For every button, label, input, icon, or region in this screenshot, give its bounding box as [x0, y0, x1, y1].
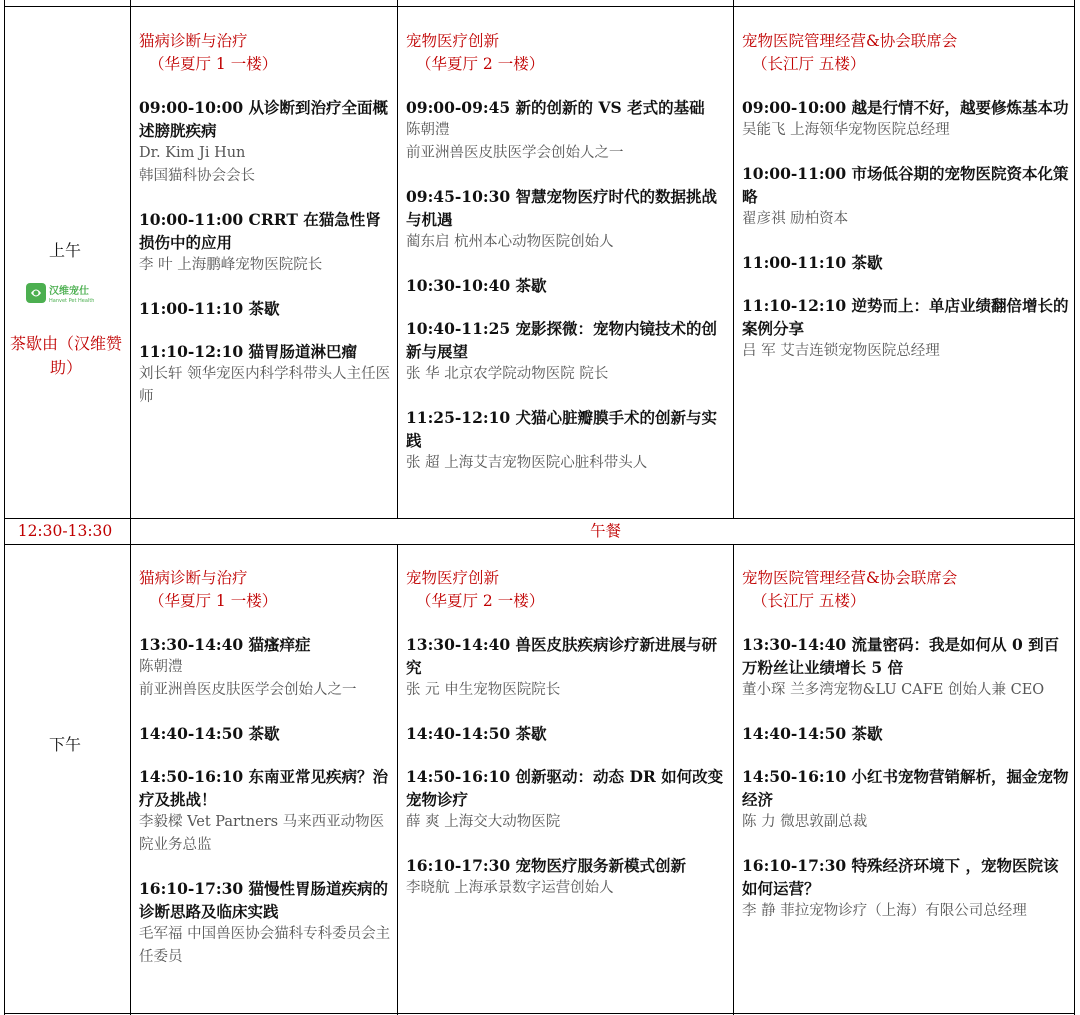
talk-title: 09:00-09:45 新的创新的 VS 老式的基础 — [406, 98, 705, 117]
column-divider — [397, 0, 398, 518]
column-divider — [397, 544, 398, 1015]
talk-list — [742, 633, 1072, 923]
talk-speaker: 董小琛 兰多湾宠物&LU CAFE 创始人兼 CEO — [742, 682, 1045, 698]
morning-label: 上午 — [48, 241, 81, 260]
talk-speaker: 李晓航 上海承景数字运营创始人 — [406, 880, 614, 896]
talk-title: 10:40-11:25 宠影探微：宠物内镜技术的创新与展望 — [406, 319, 718, 361]
talk-title: 13:30-14:40 流量密码：我是如何从 0 到百万粉丝让业绩增长 5 倍 — [742, 635, 1060, 677]
logo-sub: Hanvet Pet Health — [49, 298, 95, 304]
lunch-label: 午餐 — [589, 522, 621, 540]
talk-list — [139, 633, 394, 969]
tea-sponsor-note: 茶歇由（汉维赞助） — [9, 334, 122, 377]
talk-speaker: 吴能飞 上海领华宠物医院总经理 — [742, 122, 950, 138]
talk-speaker: 毛军福 中国兽医协会猫科专科委员会主任委员 — [139, 926, 391, 965]
talk-title: 10:00-11:00 市场低谷期的宠物医院资本化策略 — [742, 164, 1069, 206]
talk-item — [139, 633, 394, 702]
talk-title: 11:10-12:10 猫胃肠道淋巴瘤 — [139, 342, 358, 361]
talk-item — [139, 297, 394, 320]
session-room: （长江厅 五楼） — [752, 592, 866, 610]
talk-speaker: 李毅樑 Vet Partners 马来西亚动物医院业务总监 — [139, 814, 385, 853]
table-border-left — [4, 0, 5, 1015]
session-innovation-am — [406, 30, 730, 516]
talk-item — [742, 96, 1072, 142]
talk-title: 14:50-16:10 创新驱动：动态 DR 如何改变宠物诊疗 — [406, 767, 724, 809]
talk-item — [742, 251, 1072, 274]
talk-title: 16:10-17:30 宠物医疗服务新模式创新 — [406, 856, 687, 875]
talk-speaker: 李 静 菲拉宠物诊疗（上海）有限公司总经理 — [742, 903, 1027, 919]
talk-title: 11:25-12:10 犬猫心脏瓣膜手术的创新与实践 — [406, 408, 718, 450]
talk-title: 16:10-17:30 猫慢性胃肠道疾病的诊断思路及临床实践 — [139, 879, 389, 921]
table-border-bottom — [4, 1013, 1075, 1014]
column-divider — [733, 0, 734, 518]
talk-speaker: Dr. Kim Ji Hun 韩国猫科协会会长 — [139, 145, 255, 184]
talk-item — [406, 722, 730, 745]
column-divider — [733, 544, 734, 1015]
talk-title: 10:30-10:40 茶歇 — [406, 276, 547, 295]
talk-item — [742, 854, 1072, 923]
talk-title: 11:10-12:10 逆势而上：单店业绩翻倍增长的案例分享 — [742, 296, 1069, 338]
session-management-am — [742, 30, 1072, 516]
row-divider — [4, 544, 1075, 545]
talk-item — [406, 406, 730, 475]
talk-speaker: 李 叶 上海鹏峰宠物医院院长 — [139, 257, 323, 273]
talk-speaker: 陈朝澧 前亚洲兽医皮肤医学会创始人之一 — [406, 122, 624, 161]
session-room: （华夏厅 2 一楼） — [416, 592, 545, 610]
talk-title: 14:50-16:10 东南亚常见疾病？治疗及挑战！ — [139, 767, 389, 809]
session-cat-disease-am — [139, 30, 394, 516]
talk-list — [406, 96, 730, 475]
talk-list — [406, 633, 730, 900]
talk-item — [139, 765, 394, 857]
talk-item — [406, 633, 730, 702]
talk-item — [406, 185, 730, 254]
talk-title: 10:00-11:00 CRRT 在猫急性肾损伤中的应用 — [139, 210, 381, 252]
talk-item — [406, 854, 730, 900]
column-divider — [130, 0, 131, 1015]
talk-item — [139, 96, 394, 188]
talk-title: 11:00-11:10 茶歇 — [742, 253, 883, 272]
talk-title: 09:45-10:30 智慧宠物医疗时代的数据挑战与机遇 — [406, 187, 718, 229]
session-title: 宠物医疗创新 — [406, 32, 500, 50]
talk-item — [406, 317, 730, 386]
talk-item — [742, 722, 1072, 745]
talk-title: 14:40-14:50 茶歇 — [139, 724, 280, 743]
talk-speaker: 张 超 上海艾吉宠物医院心脏科带头人 — [406, 455, 648, 471]
talk-speaker: 陈朝澧 前亚洲兽医皮肤医学会创始人之一 — [139, 659, 357, 698]
session-title: 猫病诊断与治疗 — [139, 32, 248, 50]
talk-title: 16:10-17:30 特殊经济环境下 ，宠物医院该如何运营？ — [742, 856, 1059, 898]
session-cat-disease-pm — [139, 567, 394, 1013]
talk-item — [742, 765, 1072, 834]
talk-list — [139, 96, 394, 409]
talk-title: 14:40-14:50 茶歇 — [742, 724, 883, 743]
talk-speaker: 薛 爽 上海交大动物医院 — [406, 814, 561, 830]
talk-item — [742, 633, 1072, 702]
table-border-top — [4, 6, 1075, 7]
session-title: 猫病诊断与治疗 — [139, 569, 248, 587]
session-management-pm — [742, 567, 1072, 1013]
session-innovation-pm — [406, 567, 730, 1013]
session-title: 宠物医疗创新 — [406, 569, 500, 587]
session-title: 宠物医院管理经营&协会联席会 — [742, 32, 958, 50]
talk-speaker: 张 元 申生宠物医院院长 — [406, 682, 561, 698]
talk-title: 09:00-10:00 越是行情不好，越要修炼基本功 — [742, 98, 1069, 117]
afternoon-label: 下午 — [48, 735, 81, 754]
session-room: （华夏厅 1 一楼） — [149, 592, 278, 610]
talk-item — [406, 765, 730, 834]
talk-title: 14:40-14:50 茶歇 — [406, 724, 547, 743]
talk-item — [139, 877, 394, 969]
talk-item — [139, 340, 394, 409]
session-room: （长江厅 五楼） — [752, 55, 866, 73]
talk-title: 13:30-14:40 猫瘙痒症 — [139, 635, 311, 654]
talk-title: 13:30-14:40 兽医皮肤疾病诊疗新进展与研究 — [406, 635, 718, 677]
talk-item — [139, 208, 394, 277]
session-room: （华夏厅 1 一楼） — [149, 55, 278, 73]
talk-item — [742, 294, 1072, 363]
logo-name: 汉维宠仕 — [49, 286, 89, 297]
talk-item — [406, 96, 730, 165]
talk-speaker: 陈 力 微思敦副总裁 — [742, 814, 868, 830]
talk-speaker: 翟彦祺 励柏资本 — [742, 211, 849, 227]
talk-speaker: 张 华 北京农学院动物医院 院长 — [406, 366, 609, 382]
talk-item — [139, 722, 394, 745]
talk-item — [406, 274, 730, 297]
hanvet-logo — [26, 282, 106, 304]
lunch-time: 12:30-13:30 — [17, 522, 113, 540]
talk-speaker: 吕 军 艾吉连锁宠物医院总经理 — [742, 343, 940, 359]
talk-title: 14:50-16:10 小红书宠物营销解析，掘金宠物经济 — [742, 767, 1069, 809]
talk-item — [742, 162, 1072, 231]
talk-title: 11:00-11:10 茶歇 — [139, 299, 280, 318]
session-room: （华夏厅 2 一楼） — [416, 55, 545, 73]
talk-title: 09:00-10:00 从诊断到治疗全面概述膀胱疾病 — [139, 98, 389, 140]
session-title: 宠物医院管理经营&协会联席会 — [742, 569, 958, 587]
talk-list — [742, 96, 1072, 363]
table-border-right — [1074, 0, 1075, 1015]
talk-speaker: 蔺东启 杭州本心动物医院创始人 — [406, 234, 614, 250]
talk-speaker: 刘长轩 领华宠医内科学科带头人主任医师 — [139, 366, 391, 405]
